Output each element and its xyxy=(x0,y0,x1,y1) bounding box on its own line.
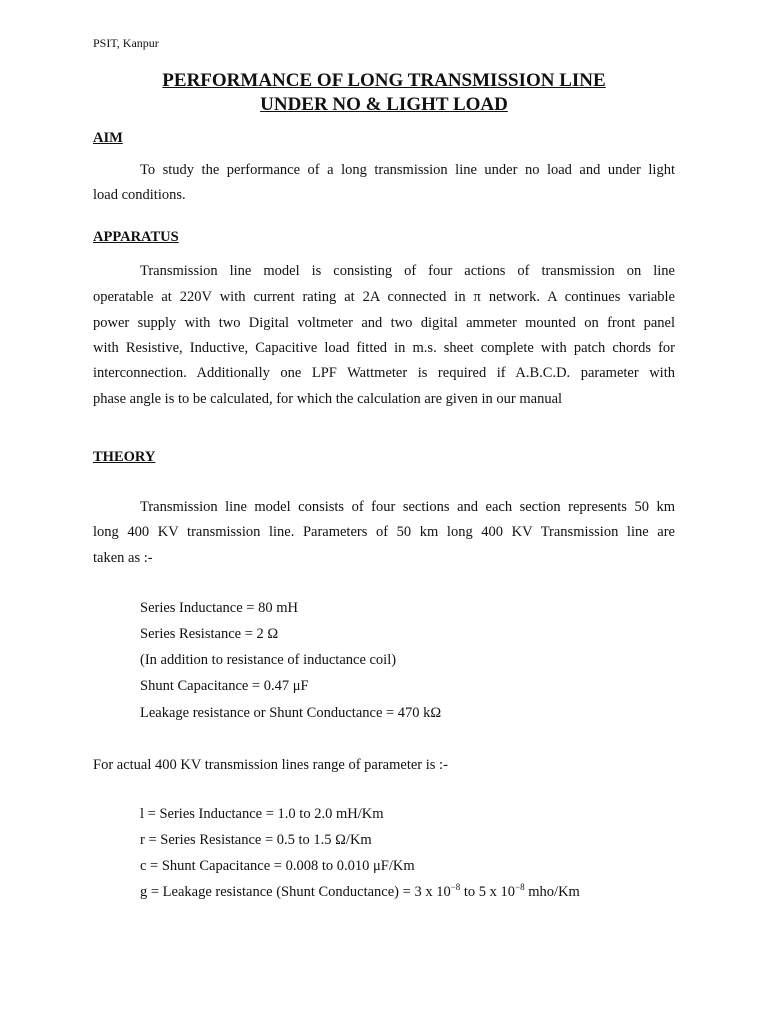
actual-param-series-inductance: l = Series Inductance = 1.0 to 2.0 mH/Km xyxy=(140,806,384,822)
apparatus-line-2: operatable at 220V with current rating at 2A connected in π network. A continues variable xyxy=(93,289,675,305)
apparatus-line-1: Transmission line model is consisting of four actions of transmission on line xyxy=(140,263,675,279)
actual-param-series-resistance: r = Series Resistance = 0.5 to 1.5 Ω/Km xyxy=(140,832,372,848)
theory-heading: THEORY xyxy=(93,449,156,465)
model-param-leakage-resistance: Leakage resistance or Shunt Conductance = 470 kΩ xyxy=(140,705,442,721)
actual-param-shunt-capacitance: c = Shunt Capacitance = 0.008 to 0.010 μF/Km xyxy=(140,858,415,874)
apparatus-line-4: with Resistive, Inductive, Capacitive load fitted in m.s. sheet complete with patch chords for xyxy=(93,340,675,356)
conductance-exponent-2: −8 xyxy=(515,882,525,892)
aim-heading: AIM xyxy=(93,130,123,146)
theory-line-1: Transmission line model consists of four sections and each section represents 50 km xyxy=(140,499,675,515)
model-param-series-resistance: Series Resistance = 2 Ω xyxy=(140,626,279,642)
conductance-suffix: mho/Km xyxy=(524,884,580,900)
theory-line-3: taken as :- xyxy=(93,550,153,566)
aim-line-1: To study the performance of a long transmission line under no load and under light xyxy=(140,162,675,178)
model-param-shunt-capacitance: Shunt Capacitance = 0.47 μF xyxy=(140,678,309,694)
theory-line-2: long 400 KV transmission line. Parameters of 50 km long 400 KV Transmission line are xyxy=(93,524,675,540)
apparatus-line-6: phase angle is to be calculated, for which the calculation are given in our manual xyxy=(93,391,563,407)
apparatus-line-5: interconnection. Additionally one LPF Wattmeter is required if A.B.C.D. parameter with xyxy=(93,365,675,381)
actual-param-shunt-conductance xyxy=(140,884,580,901)
page-title-line-1: PERFORMANCE OF LONG TRANSMISSION LINE xyxy=(162,70,606,91)
page-header: PSIT, Kanpur xyxy=(93,36,159,50)
model-param-series-inductance: Series Inductance = 80 mH xyxy=(140,600,298,616)
conductance-exponent-1: −8 xyxy=(450,882,461,892)
actual-params-intro: For actual 400 KV transmission lines range of parameter is :- xyxy=(93,757,448,773)
aim-line-2: load conditions. xyxy=(93,187,186,203)
apparatus-line-3: power supply with two Digital voltmeter and two digital ammeter mounted on front panel xyxy=(93,315,675,331)
page-title-line-2: UNDER NO & LIGHT LOAD xyxy=(260,94,508,115)
apparatus-heading: APPARATUS xyxy=(93,229,179,245)
conductance-mid: to 5 x 10 xyxy=(460,884,516,900)
model-param-coil-note: (In addition to resistance of inductance coil) xyxy=(140,652,397,668)
conductance-prefix: g = Leakage resistance (Shunt Conductance) = 3 x 10 xyxy=(140,884,451,900)
